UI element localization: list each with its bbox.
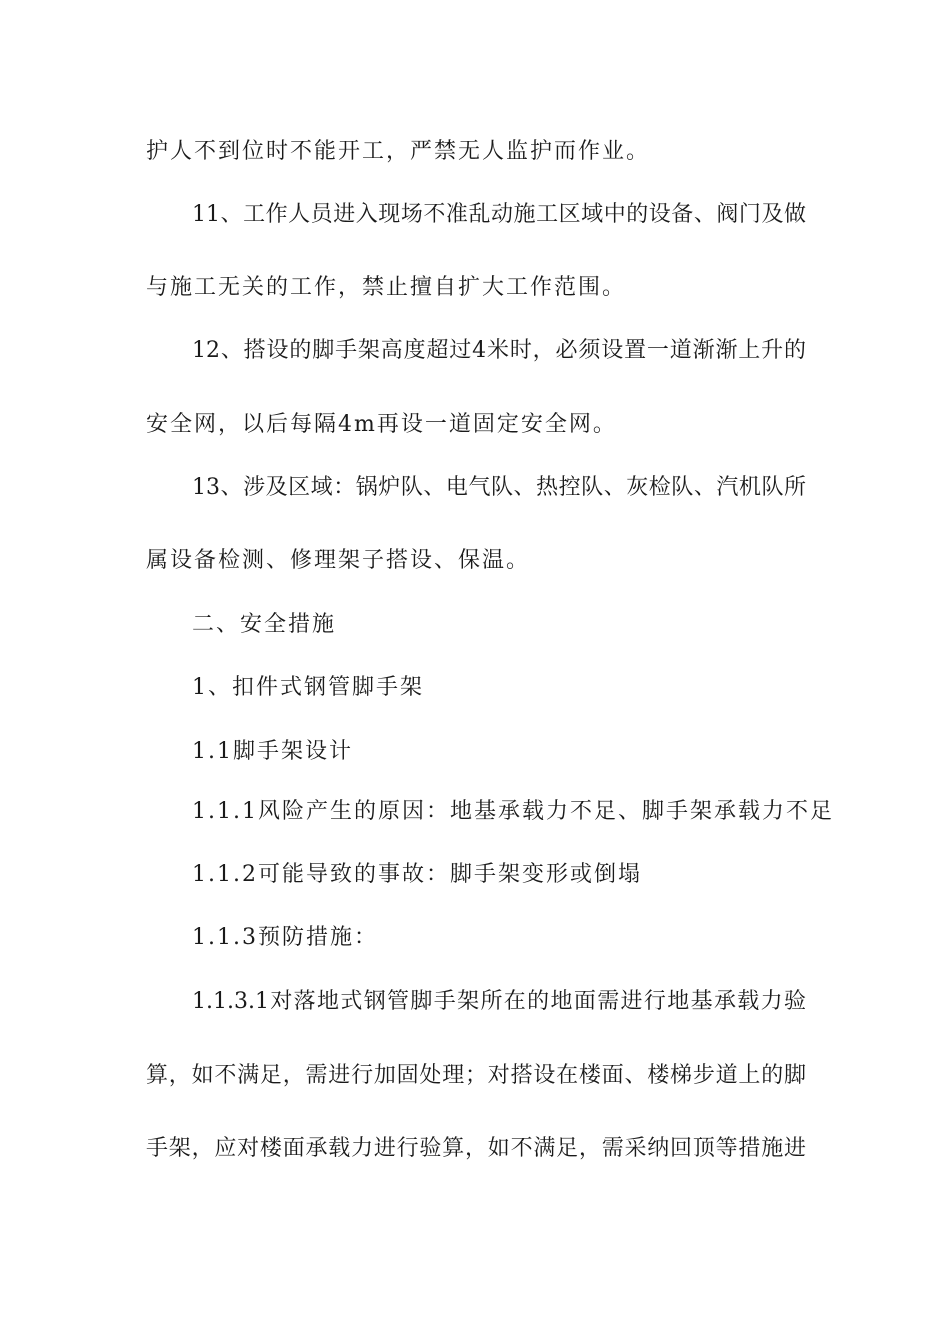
paragraph-line: 安全网，以后每隔4m再设一道固定安全网。 [146, 412, 617, 437]
subsection-heading: 1、扣件式钢管脚手架 [192, 675, 424, 700]
paragraph-line: 护人不到位时不能开工，严禁无人监护而作业。 [146, 139, 651, 164]
paragraph-line: 11、工作人员进入现场不准乱动施工区域中的设备、阀门及做 [192, 202, 806, 227]
paragraph-line: 1.1.3预防措施： [192, 925, 378, 950]
subsection-heading: 1.1脚手架设计 [192, 739, 353, 764]
paragraph-line: 算，如不满足，需进行加固处理；对搭设在楼面、楼梯步道上的脚 [146, 1063, 806, 1088]
paragraph-line: 与施工无关的工作，禁止擅自扩大工作范围。 [146, 275, 627, 300]
paragraph-line: 1.1.2可能导致的事故：脚手架变形或倒塌 [192, 862, 642, 887]
paragraph-line: 属设备检测、修理架子搭设、保温。 [146, 548, 531, 573]
paragraph-line: 1.1.3.1对落地式钢管脚手架所在的地面需进行地基承载力验 [192, 989, 806, 1014]
paragraph-line: 手架，应对楼面承载力进行验算，如不满足，需采纳回顶等措施进 [146, 1136, 806, 1161]
paragraph-line: 1.1.1风险产生的原因：地基承载力不足、脚手架承载力不足 [192, 799, 834, 824]
paragraph-line: 13、涉及区域：锅炉队、电气队、热控队、灰检队、汽机队所 [192, 475, 806, 500]
paragraph-line: 12、搭设的脚手架高度超过4米时，必须设置一道渐渐上升的 [192, 338, 806, 363]
section-heading: 二、安全措施 [192, 612, 337, 637]
